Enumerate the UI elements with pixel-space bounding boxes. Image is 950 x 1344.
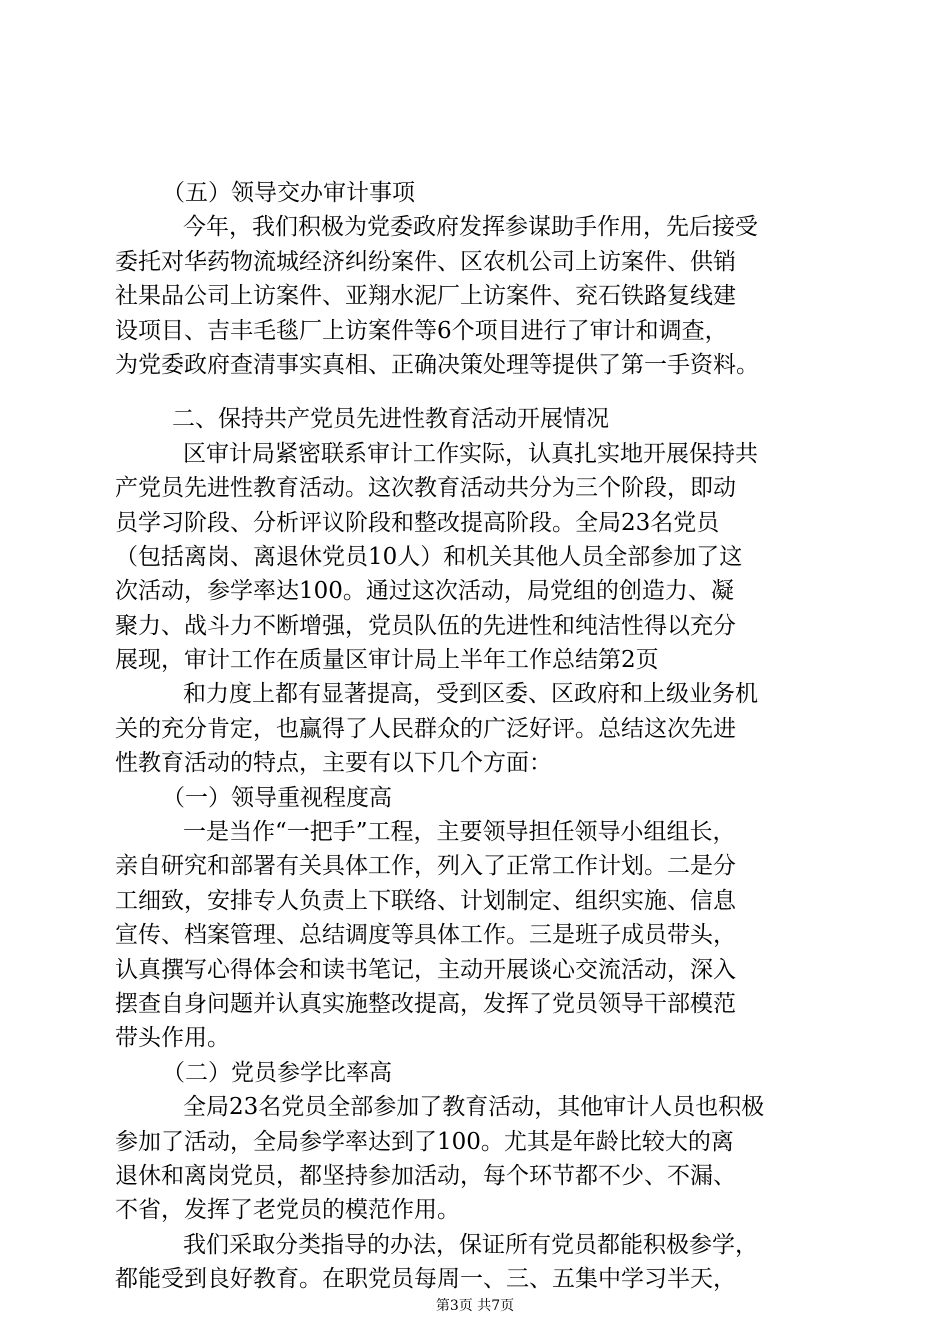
- subsection-heading: （一）领导重视程度高: [162, 784, 392, 811]
- part-heading: 二、保持共产党员先进性教育活动开展情况: [172, 406, 609, 433]
- paragraph-line: 摆查自身问题并认真实施整改提高，发挥了党员领导干部模范: [115, 990, 736, 1017]
- paragraph-line: 区审计局紧密联系审计工作实际，认真扎实地开展保持共: [183, 440, 758, 467]
- paragraph-line: 都能受到良好教育。在职党员每周一、三、五集中学习半天，: [115, 1266, 736, 1293]
- paragraph-line: 参加了活动，全局参学率达到了100。尤其是年龄比较大的离: [115, 1128, 734, 1155]
- document-body: [115, 176, 835, 1297]
- paragraph-line: 宣传、档案管理、总结调度等具体工作。三是班子成员带头，: [115, 922, 736, 949]
- paragraph-line: 员学习阶段、分析评议阶段和整改提高阶段。全局23名党员: [115, 509, 720, 536]
- paragraph-line: 聚力、战斗力不断增强，党员队伍的先进性和纯洁性得以充分: [115, 612, 736, 639]
- paragraph-line: 退休和离岗党员，都坚持参加活动，每个环节都不少、不漏、: [115, 1162, 736, 1189]
- paragraph-line: 一是当作“一把手”工程，主要领导担任领导小组组长，: [183, 819, 736, 846]
- paragraph-line: 认真撰写心得体会和读书笔记，主动开展谈心交流活动，深入: [115, 956, 736, 983]
- paragraph-line: 产党员先进性教育活动。这次教育活动共分为三个阶段，即动: [115, 475, 736, 502]
- spacer: [115, 382, 835, 402]
- paragraph-line: 展现，审计工作在质量区审计局上半年工作总结第2页: [115, 647, 659, 674]
- paragraph-line: 委托对华药物流城经济纠纷案件、区农机公司上访案件、供销: [115, 248, 736, 275]
- section-heading: （五）领导交办审计事项: [162, 180, 415, 206]
- paragraph-line: 和力度上都有显著提高，受到区委、区政府和上级业务机: [183, 681, 758, 708]
- paragraph-line: 我们采取分类指导的办法，保证所有党员都能积极参学，: [183, 1231, 758, 1258]
- paragraph-line: 亲自研究和部署有关具体工作，列入了正常工作计划。二是分: [115, 853, 736, 880]
- subsection-heading: （二）党员参学比率高: [162, 1059, 392, 1086]
- paragraph-line: 性教育活动的特点，主要有以下几个方面：: [115, 750, 552, 777]
- paragraph-line: （包括离岗、离退休党员10人）和机关其他人员全部参加了这: [115, 543, 743, 570]
- paragraph-line: 为党委政府查清事实真相、正确决策处理等提供了第一手资料。: [115, 351, 759, 378]
- paragraph-line: 工细致，安排专人负责上下联络、计划制定、组织实施、信息: [115, 887, 736, 914]
- paragraph-line: 今年，我们积极为党委政府发挥参谋助手作用，先后接受: [183, 214, 758, 241]
- paragraph-line: 不省，发挥了老党员的模范作用。: [115, 1197, 460, 1224]
- paragraph-line: 社果品公司上访案件、亚翔水泥厂上访案件、兖石铁路复线建: [115, 283, 736, 310]
- page-footer: 第3页 共7页: [435, 1298, 515, 1314]
- paragraph-line: 次活动，参学率达100。通过这次活动，局党组的创造力、凝: [115, 578, 734, 605]
- paragraph-line: 设项目、吉丰毛毯厂上访案件等6个项目进行了审计和调查，: [115, 317, 728, 344]
- paragraph-line: 带头作用。: [115, 1025, 230, 1052]
- paragraph-line: 全局23名党员全部参加了教育活动，其他审计人员也积极: [183, 1094, 765, 1121]
- paragraph-line: 关的充分肯定，也赢得了人民群众的广泛好评。总结这次先进: [115, 715, 736, 742]
